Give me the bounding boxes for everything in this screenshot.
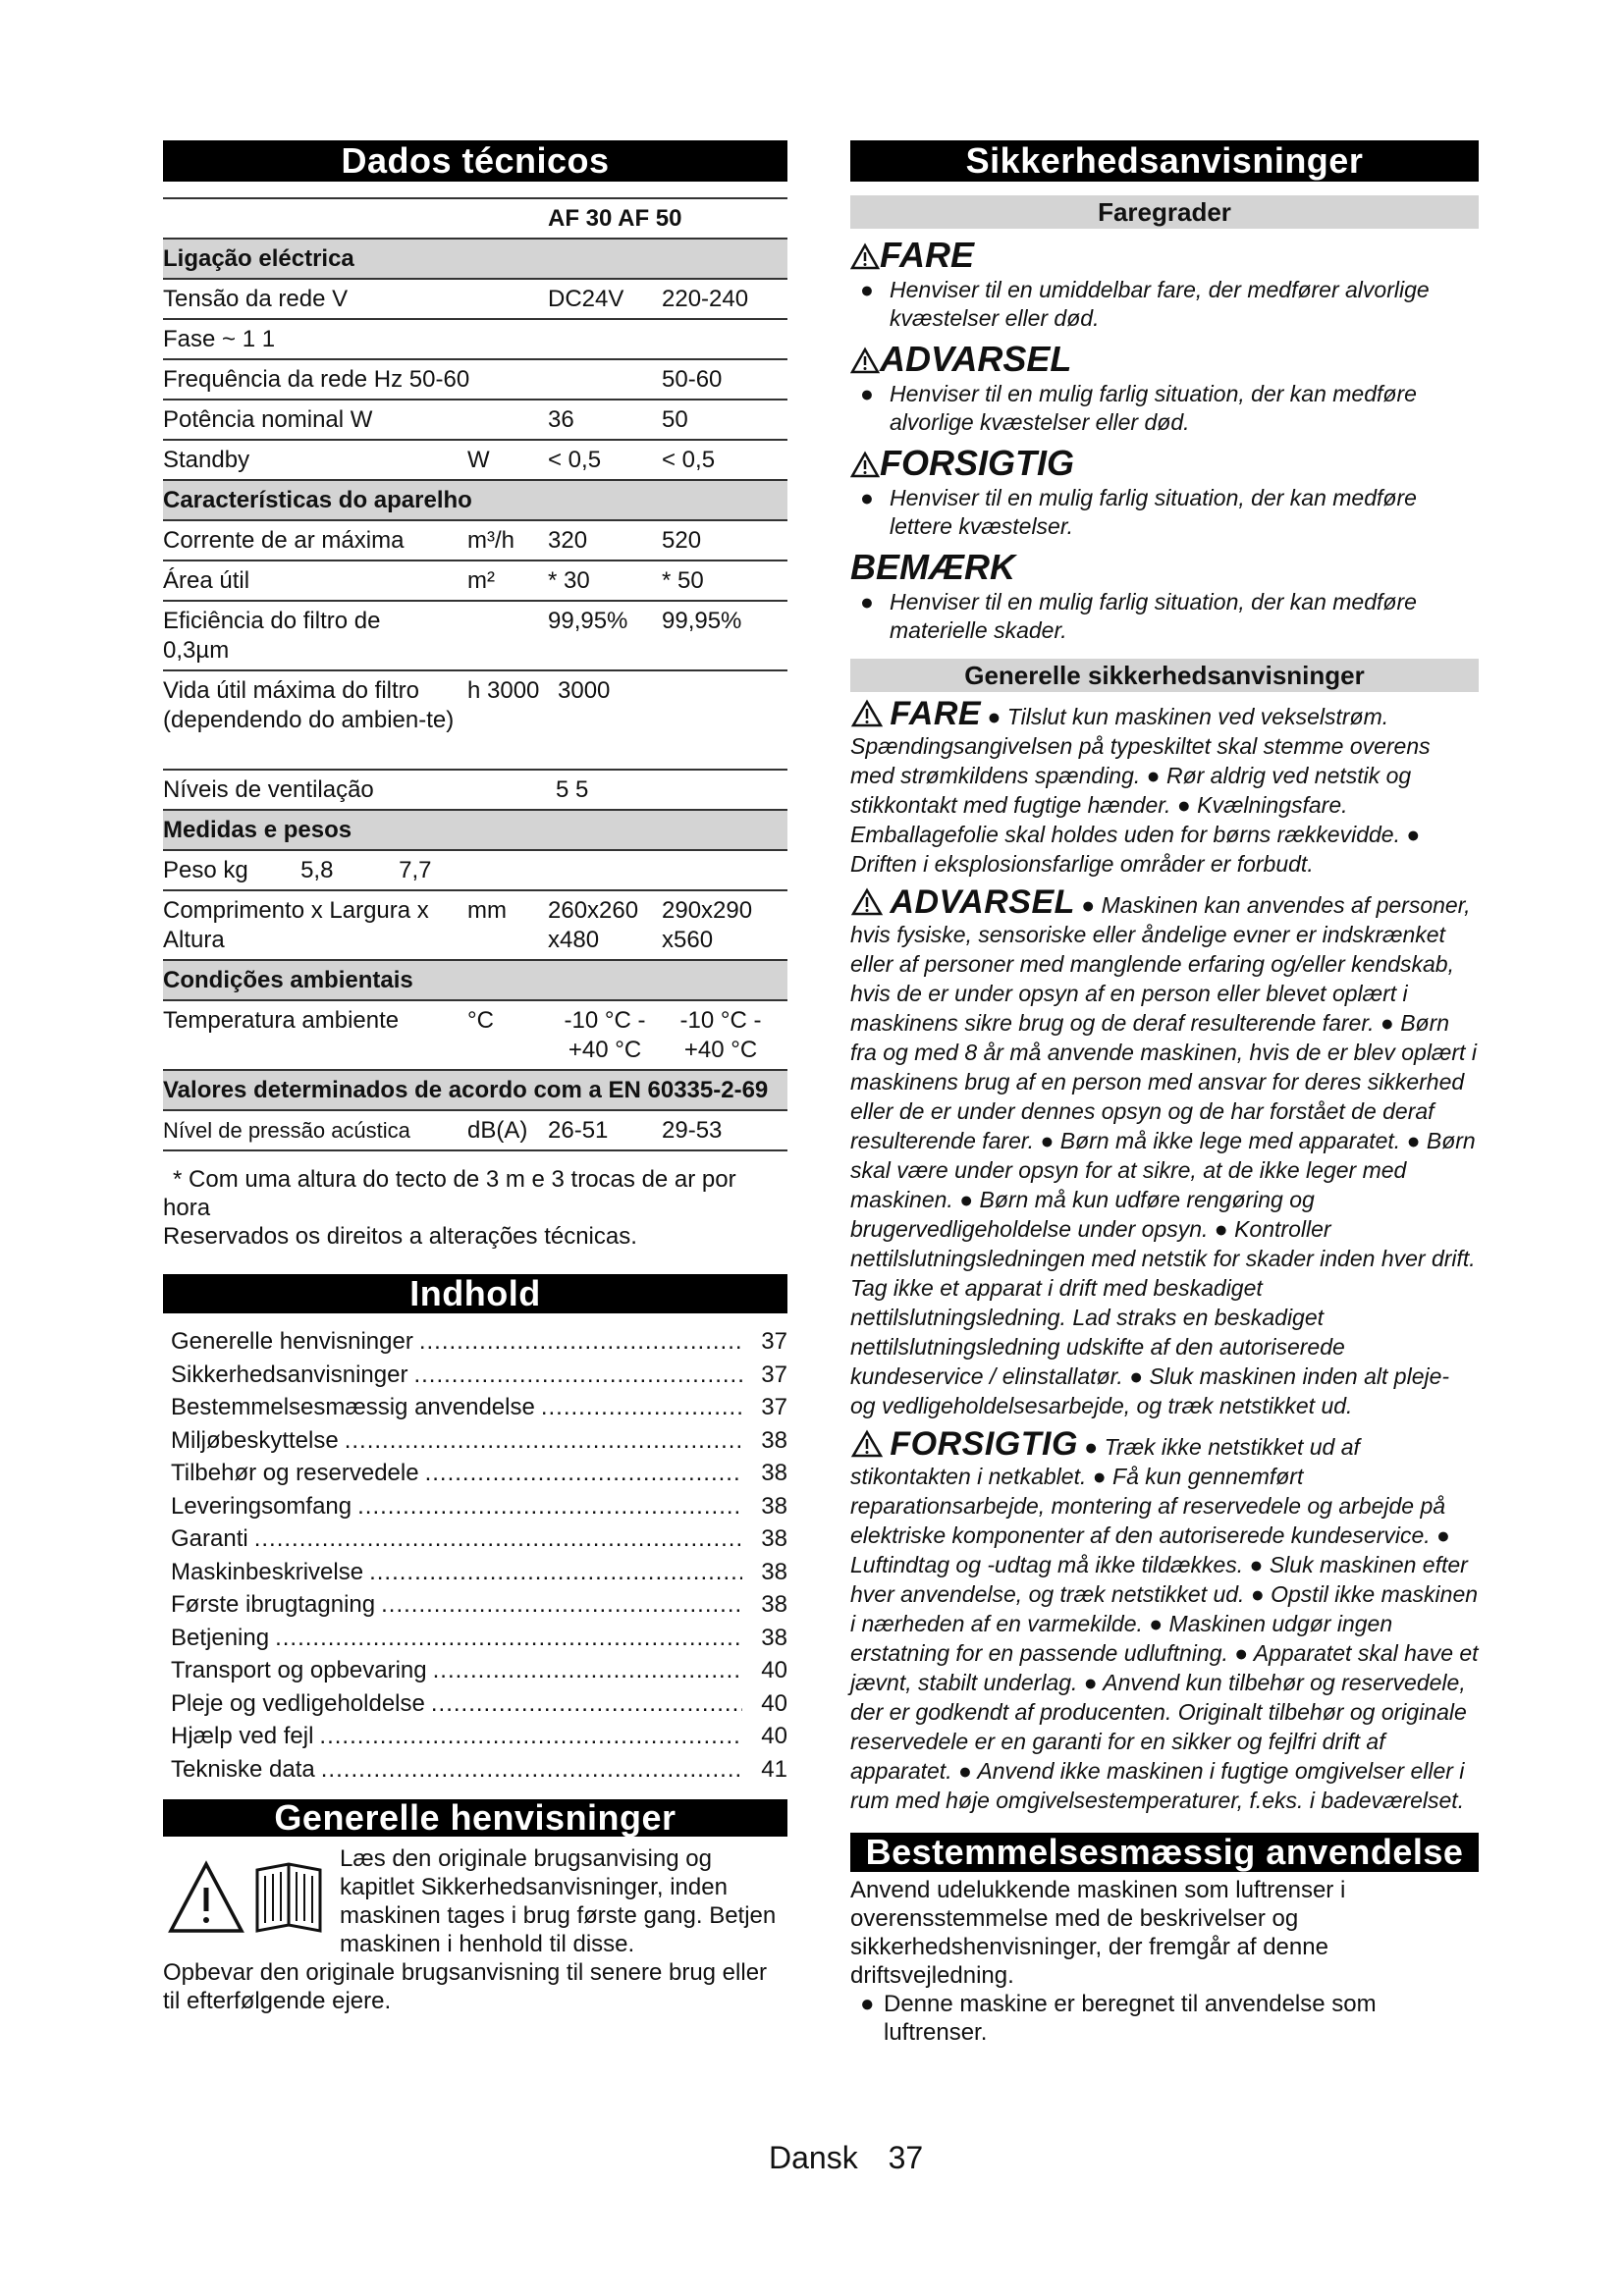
toc-item-label: Tekniske data [171, 1755, 315, 1783]
table-row: Níveis de ventilação 5 5 [163, 769, 787, 809]
toc-item-page: 41 [761, 1755, 787, 1783]
section-title-safety: Sikkerhedsanvisninger [850, 140, 1479, 182]
toc-leader-dots [345, 1424, 742, 1458]
warning-triangle-icon [850, 347, 880, 374]
table-of-contents [163, 1325, 787, 1786]
toc-item[interactable] [163, 1457, 787, 1490]
toc-leader-dots [275, 1622, 742, 1655]
toc-item-label: Sikkerhedsanvisninger [171, 1361, 408, 1388]
toc-leader-dots [321, 1753, 742, 1787]
toc-item-label: Leveringsomfang [171, 1492, 352, 1520]
toc-leader-dots [431, 1687, 742, 1721]
toc-item[interactable] [163, 1325, 787, 1359]
table-row: Comprimento x Largura x Alturamm 260x260 x480290x290 x560 [163, 889, 787, 959]
toc-item[interactable] [163, 1490, 787, 1523]
table-row: Fase ~ 1 1 [163, 318, 787, 358]
hazard-level-forsigtig: FORSIGTIG [850, 443, 1479, 484]
table-section-header: Ligação eléctrica [163, 238, 787, 278]
section-title-contents: Indhold [163, 1274, 787, 1313]
table-row: Frequência da rede Hz 50-60 50-60 [163, 358, 787, 399]
table-row: Corrente de ar máxima m³/h 320 520 [163, 519, 787, 560]
hazard-level-bemaerk: BEMÆRK [850, 547, 1015, 587]
table-section-header: Características do aparelho [163, 479, 787, 519]
toc-item-label: Hjælp ved fejl [171, 1723, 314, 1749]
toc-item-label: Første ibrugtagning [171, 1591, 376, 1618]
hazard-level-text: ● Henviser til en umiddelbar fare, der medfører alvorlige kvæstelser eller død. [860, 277, 1430, 331]
hazard-levels [850, 235, 1479, 645]
table-row: Tensão da rede V DC24V 220-240 [163, 278, 787, 318]
table-row: Temperatura ambiente °C -10 °C - +40 °C-10 °C - +40 °C [163, 999, 787, 1069]
column-header-af50: AF 50 [618, 205, 682, 232]
toc-item-page: 38 [761, 1460, 787, 1486]
table-section-header: Condições ambientais [163, 959, 787, 999]
toc-leader-dots [541, 1391, 742, 1424]
hazard-level-advarsel: ADVARSEL [850, 339, 1479, 380]
warning-triangle-icon [850, 886, 884, 916]
table-row: Potência nominal W 36 50 [163, 399, 787, 439]
footnote: * Com uma altura do tecto de 3 m e 3 trocas de ar por hora [163, 1166, 736, 1221]
toc-item-label: Transport og opbevaring [171, 1657, 427, 1683]
toc-item[interactable] [163, 1424, 787, 1458]
right-column [850, 140, 1479, 2047]
toc-item-page: 38 [761, 1525, 787, 1552]
section-title-intended-use: Bestemmelsesmæssig anvendelse [850, 1833, 1479, 1872]
toc-item-label: Garanti [171, 1525, 248, 1552]
table-header-row [163, 197, 787, 238]
toc-item[interactable] [163, 1622, 787, 1655]
intended-use-text: Anvend udelukkende maskinen som luftrenser i overensstemmelse med de beskrivelser og sikkerhedshenvisninger, der fremgår af denne driftsvejledning. [850, 1877, 1346, 1989]
toc-item-label: Miljøbeskyttelse [171, 1426, 339, 1454]
column-header-af30: AF 30 [548, 205, 613, 232]
toc-item[interactable] [163, 1753, 787, 1787]
toc-leader-dots [413, 1359, 742, 1392]
toc-item-page: 37 [761, 1394, 787, 1420]
toc-leader-dots [254, 1522, 742, 1556]
toc-item-label: Tilbehør og reservedele [171, 1460, 419, 1486]
warning-triangle-icon [850, 242, 880, 270]
hazard-level-fare: FARE [850, 235, 1479, 276]
toc-item-label: Maskinbeskrivelse [171, 1558, 364, 1585]
toc-item[interactable] [163, 1654, 787, 1687]
toc-item[interactable] [163, 1556, 787, 1589]
footer-language: Dansk [769, 2140, 858, 2175]
table-row: Eficiência do filtro de 0,3µm99,95% 99,95% [163, 600, 787, 669]
manual-book-icon [257, 1864, 320, 1931]
toc-leader-dots [369, 1556, 742, 1589]
toc-item-page: 38 [761, 1591, 787, 1618]
warning-triangle-icon [163, 1844, 330, 1939]
toc-leader-dots [319, 1720, 742, 1753]
toc-item[interactable] [163, 1391, 787, 1424]
toc-item-page: 38 [761, 1624, 787, 1651]
subsection-title-hazard-levels: Faregrader [850, 195, 1479, 229]
toc-leader-dots [381, 1588, 742, 1622]
table-row: Vida útil máxima do filtro (dependendo do ambien-te)h 3000 3000 [163, 669, 787, 769]
warning-triangle-icon [850, 1428, 884, 1458]
section-title-technical-data: Dados técnicos [163, 140, 787, 182]
toc-item-page: 40 [761, 1689, 787, 1717]
toc-item-label: Generelle henvisninger [171, 1328, 413, 1355]
section-title-general-notes: Generelle henvisninger [163, 1799, 787, 1837]
toc-leader-dots [433, 1654, 742, 1687]
general-notes-text-2: Opbevar den originale brugsanvisning til senere brug eller til efterfølgende ejere. [163, 1959, 768, 2014]
toc-item-page: 38 [761, 1492, 787, 1520]
reserved-note: Reservados os direitos a alterações técnicas. [163, 1223, 637, 1250]
safety-forsigtig-paragraph: FORSIGTIG ● Træk ikke netstikket ud af stikontakten i netkablet. ● Få kun gennemført reparationsarbejde, montering af reservedele og arbejde på elektriske komponenter af den autoriserede kundeservice. ● Luftindtag og -udtag må ikke tildækkes. ● Sluk maskinen efter hver anvendelse, og træk netstikket ud. ● Opstil ikke maskinen i nærheden af en varmekilde. ● Maskinen udgør ingen erstatning for en passende udluftning. ● Apparatet skal have et jævnt, stabilt underlag. ● Anvend kun tilbehør og reservedele, der er godkendt af producenten. Originalt tilbehør og originale reservedele er en garanti for en sikker og fejlfri drift af apparatet. ● Anvend ikke maskinen i fugtige omgivelser eller i rum med høje omgivelsestemperaturer, f.eks. i badeværelset. [850, 1425, 1479, 1813]
table-row: Nível de pressão acústica dB(A) 26-51 29-53 [163, 1109, 787, 1151]
toc-item-page: 38 [761, 1558, 787, 1585]
page-footer [769, 2140, 923, 2176]
toc-item-label: Betjening [171, 1624, 270, 1651]
hazard-level-text: ● Henviser til en mulig farlig situation, der kan medføre materielle skader. [860, 589, 1417, 643]
toc-item-page: 37 [761, 1361, 787, 1388]
general-notes-text: Læs den originale brugsanvising og kapitlet Sikkerhedsanvisninger, inden maskinen tages i brug første gang. Betjen maskinen i henhold til disse. [340, 1845, 777, 1957]
toc-item[interactable] [163, 1687, 787, 1721]
table-section-header: Medidas e pesos [163, 809, 787, 849]
intended-use-bullet: ● Denne maskine er beregnet til anvendelse som luftrenser. [860, 1991, 1377, 2046]
table-section-header: Valores determinados de acordo com a EN 60335-2-69 [163, 1069, 787, 1109]
page-number: 37 [888, 2140, 924, 2175]
toc-item[interactable] [163, 1720, 787, 1753]
toc-item[interactable] [163, 1359, 787, 1392]
toc-item-label: Pleje og vedligeholdelse [171, 1689, 425, 1717]
safety-advarsel-paragraph: ADVARSEL ● Maskinen kan anvendes af personer, hvis fysiske, sensoriske eller åndelige evner er indskrænket eller af personer med manglende erfaring og/eller kendskab, hvis de er under opsyn af en person eller blevet oplært i maskinens sikre brug og de deraf resulterende farer. ● Børn fra og med 8 år må anvende maskinen, hvis de er blev oplært i maskinens brug af en person med ansvar for deres sikkerhed eller de er under dennes opsyn og de har forstået de deraf resulterende farer. ● Børn må ikke lege med apparatet. ● Børn skal være under opsyn for at sikre, at de ikke leger med maskinen. ● Børn må kun udføre rengøring og brugervedligeholdelse under opsyn. ● Kontroller nettilslutningsledningen med netstik for skader inden hver drift. Tag ikke et apparat i drift med beskadiget nettilslutningsledning. Lad straks en beskadiget nettilslutningsledning udskifte af den autoriserede kundeservice / elinstallatør. ● Sluk maskinen inden alt pleje- og vedligeholdelsesarbejde, og træk netstikket ud. [850, 883, 1477, 1418]
toc-leader-dots [357, 1490, 742, 1523]
toc-item[interactable] [163, 1522, 787, 1556]
general-notes [163, 1844, 787, 2015]
toc-item-page: 40 [761, 1657, 787, 1683]
hazard-level-text: ● Henviser til en mulig farlig situation, der kan medføre alvorlige kvæstelser eller død. [860, 381, 1417, 435]
warning-triangle-icon [850, 451, 880, 478]
toc-item-label: Bestemmelsesmæssig anvendelse [171, 1394, 535, 1420]
technical-data-table [163, 197, 787, 1151]
table-row: Standby W < 0,5 < 0,5 [163, 439, 787, 479]
toc-leader-dots [419, 1325, 742, 1359]
table-row: Peso kg 5,8 7,7 [163, 849, 787, 889]
toc-item[interactable] [163, 1588, 787, 1622]
hazard-level-text: ● Henviser til en mulig farlig situation, der kan medføre lettere kvæstelser. [860, 485, 1417, 539]
left-column [163, 140, 787, 2015]
toc-item-page: 40 [761, 1723, 787, 1749]
warning-triangle-icon [850, 698, 884, 727]
toc-leader-dots [425, 1457, 742, 1490]
subsection-title-general-safety: Generelle sikkerhedsanvisninger [850, 659, 1479, 692]
toc-item-page: 37 [761, 1328, 787, 1355]
general-notes-icons [163, 1844, 340, 1943]
safety-fare-paragraph: FARE ● Tilslut kun maskinen ved vekselstrøm. Spændingsangivelsen på typeskiltet skal stemme overens med strømkildens spænding. ● Rør aldrig ved netstik og stikkontakt med fugtige hænder. ● Kvælningsfare. Emballagefolie skal holdes uden for børns rækkevidde. ● Driften i eksplosionsfarlige områder er forbudt. [850, 695, 1431, 877]
table-row: Área útil m² * 30 * 50 [163, 560, 787, 600]
toc-item-page: 38 [761, 1426, 787, 1454]
